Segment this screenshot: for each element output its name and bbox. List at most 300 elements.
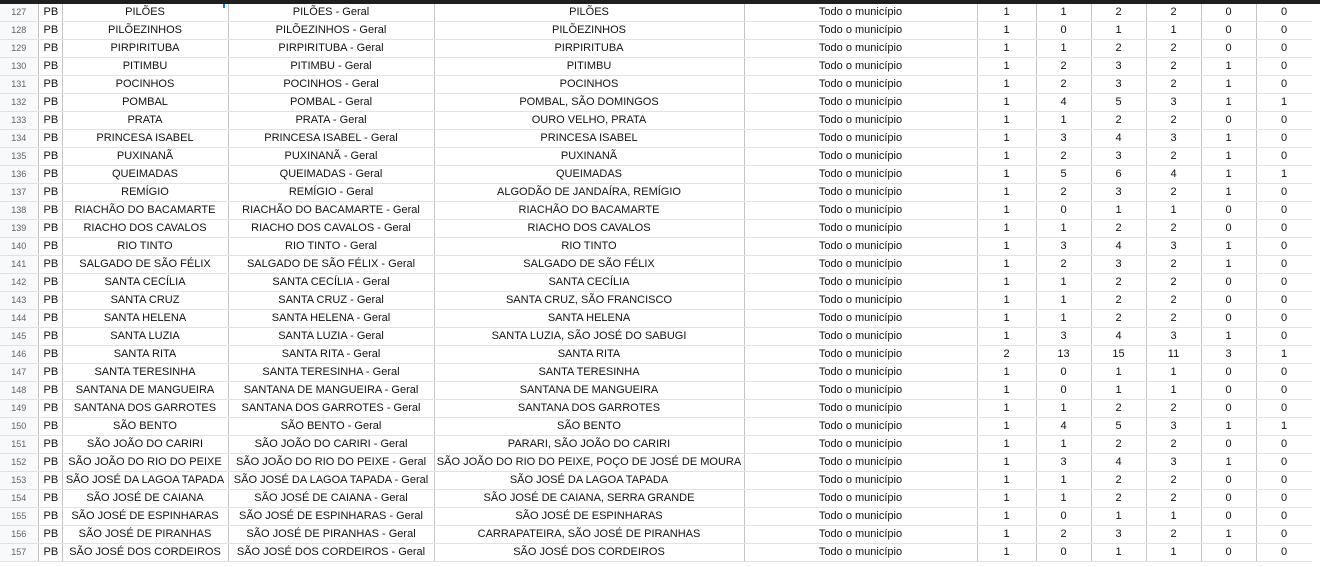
cell-value-3[interactable]: 4 bbox=[1091, 454, 1146, 472]
cell-value-6[interactable]: 0 bbox=[1256, 130, 1312, 148]
cell-geral[interactable]: RIACHO DOS CAVALOS - Geral bbox=[228, 220, 434, 238]
cell-value-4[interactable]: 3 bbox=[1146, 328, 1201, 346]
cell-value-1[interactable]: 1 bbox=[977, 112, 1036, 130]
cell-value-2[interactable]: 0 bbox=[1036, 382, 1091, 400]
cell-abrangencia[interactable]: Todo o município bbox=[744, 436, 977, 454]
cell-geral[interactable]: PILÕEZINHOS - Geral bbox=[228, 22, 434, 40]
cell-value-1[interactable]: 1 bbox=[977, 454, 1036, 472]
cell-value-4[interactable]: 2 bbox=[1146, 436, 1201, 454]
row-header[interactable]: 140 bbox=[0, 238, 38, 256]
cell-value-3[interactable]: 2 bbox=[1091, 400, 1146, 418]
cell-value-6[interactable]: 0 bbox=[1256, 256, 1312, 274]
cell-value-1[interactable]: 1 bbox=[977, 256, 1036, 274]
cell-value-1[interactable]: 1 bbox=[977, 4, 1036, 22]
cell-value-6[interactable]: 0 bbox=[1256, 544, 1312, 562]
cell-municipio[interactable]: PILÕEZINHOS bbox=[62, 22, 228, 40]
cell-value-6[interactable]: 0 bbox=[1256, 220, 1312, 238]
cell-municipio[interactable]: SANTANA DOS GARROTES bbox=[62, 400, 228, 418]
cell-value-3[interactable]: 2 bbox=[1091, 274, 1146, 292]
row-header[interactable]: 137 bbox=[0, 184, 38, 202]
cell-municipio[interactable]: RIO TINTO bbox=[62, 238, 228, 256]
cell-uf[interactable]: PB bbox=[38, 4, 62, 22]
cell-value-4[interactable]: 1 bbox=[1146, 382, 1201, 400]
cell-uf[interactable]: PB bbox=[38, 40, 62, 58]
cell-value-2[interactable]: 3 bbox=[1036, 238, 1091, 256]
cell-value-1[interactable]: 1 bbox=[977, 328, 1036, 346]
cell-municipio[interactable]: SANTA CECÍLIA bbox=[62, 274, 228, 292]
cell-value-6[interactable]: 0 bbox=[1256, 238, 1312, 256]
cell-abrangencia[interactable]: Todo o município bbox=[744, 40, 977, 58]
cell-abrangencia[interactable]: Todo o município bbox=[744, 22, 977, 40]
cell-comarcas[interactable]: RIACHO DOS CAVALOS bbox=[434, 220, 744, 238]
cell-uf[interactable]: PB bbox=[38, 22, 62, 40]
cell-value-3[interactable]: 1 bbox=[1091, 202, 1146, 220]
cell-comarcas[interactable]: SANTANA DOS GARROTES bbox=[434, 400, 744, 418]
row-header[interactable]: 136 bbox=[0, 166, 38, 184]
cell-value-5[interactable]: 3 bbox=[1201, 346, 1256, 364]
cell-value-3[interactable]: 5 bbox=[1091, 418, 1146, 436]
cell-value-5[interactable]: 0 bbox=[1201, 490, 1256, 508]
cell-value-4[interactable]: 3 bbox=[1146, 238, 1201, 256]
cell-value-2[interactable]: 1 bbox=[1036, 436, 1091, 454]
cell-geral[interactable]: SÃO JOSÉ DOS CORDEIROS - Geral bbox=[228, 544, 434, 562]
cell-uf[interactable]: PB bbox=[38, 472, 62, 490]
cell-uf[interactable]: PB bbox=[38, 202, 62, 220]
cell-municipio[interactable]: REMÍGIO bbox=[62, 184, 228, 202]
cell-value-3[interactable]: 15 bbox=[1091, 346, 1146, 364]
row-header[interactable]: 150 bbox=[0, 418, 38, 436]
cell-value-2[interactable]: 2 bbox=[1036, 526, 1091, 544]
cell-abrangencia[interactable]: Todo o município bbox=[744, 58, 977, 76]
cell-value-3[interactable]: 2 bbox=[1091, 292, 1146, 310]
cell-value-6[interactable]: 0 bbox=[1256, 490, 1312, 508]
cell-comarcas[interactable]: SÃO BENTO bbox=[434, 418, 744, 436]
cell-value-1[interactable]: 1 bbox=[977, 184, 1036, 202]
cell-value-3[interactable]: 2 bbox=[1091, 4, 1146, 22]
cell-value-2[interactable]: 3 bbox=[1036, 328, 1091, 346]
cell-value-5[interactable]: 1 bbox=[1201, 148, 1256, 166]
cell-comarcas[interactable]: PARARI, SÃO JOÃO DO CARIRI bbox=[434, 436, 744, 454]
cell-value-2[interactable]: 1 bbox=[1036, 112, 1091, 130]
cell-comarcas[interactable]: POCINHOS bbox=[434, 76, 744, 94]
cell-value-3[interactable]: 1 bbox=[1091, 22, 1146, 40]
row-header[interactable]: 145 bbox=[0, 328, 38, 346]
cell-abrangencia[interactable]: Todo o município bbox=[744, 508, 977, 526]
cell-value-3[interactable]: 2 bbox=[1091, 310, 1146, 328]
cell-value-2[interactable]: 1 bbox=[1036, 4, 1091, 22]
cell-value-6[interactable]: 0 bbox=[1256, 328, 1312, 346]
cell-municipio[interactable]: PRINCESA ISABEL bbox=[62, 130, 228, 148]
row-header[interactable]: 130 bbox=[0, 58, 38, 76]
cell-comarcas[interactable]: POMBAL, SÃO DOMINGOS bbox=[434, 94, 744, 112]
cell-value-2[interactable]: 1 bbox=[1036, 400, 1091, 418]
cell-uf[interactable]: PB bbox=[38, 526, 62, 544]
cell-value-4[interactable]: 2 bbox=[1146, 292, 1201, 310]
cell-municipio[interactable]: RIACHO DOS CAVALOS bbox=[62, 220, 228, 238]
cell-abrangencia[interactable]: Todo o município bbox=[744, 454, 977, 472]
cell-abrangencia[interactable]: Todo o município bbox=[744, 184, 977, 202]
cell-municipio[interactable]: SALGADO DE SÃO FÉLIX bbox=[62, 256, 228, 274]
cell-uf[interactable]: PB bbox=[38, 418, 62, 436]
cell-municipio[interactable]: PILÕES bbox=[62, 4, 228, 22]
cell-value-5[interactable]: 0 bbox=[1201, 22, 1256, 40]
row-header[interactable]: 143 bbox=[0, 292, 38, 310]
row-header[interactable]: 157 bbox=[0, 544, 38, 562]
cell-value-3[interactable]: 4 bbox=[1091, 130, 1146, 148]
cell-value-2[interactable]: 0 bbox=[1036, 364, 1091, 382]
cell-value-1[interactable]: 1 bbox=[977, 472, 1036, 490]
cell-value-5[interactable]: 0 bbox=[1201, 202, 1256, 220]
cell-uf[interactable]: PB bbox=[38, 130, 62, 148]
row-header[interactable]: 149 bbox=[0, 400, 38, 418]
cell-municipio[interactable]: SÃO JOÃO DO CARIRI bbox=[62, 436, 228, 454]
cell-value-5[interactable]: 0 bbox=[1201, 40, 1256, 58]
cell-value-4[interactable]: 2 bbox=[1146, 148, 1201, 166]
cell-comarcas[interactable]: SANTA RITA bbox=[434, 346, 744, 364]
cell-geral[interactable]: SANTANA DOS GARROTES - Geral bbox=[228, 400, 434, 418]
cell-value-2[interactable]: 2 bbox=[1036, 148, 1091, 166]
cell-value-4[interactable]: 2 bbox=[1146, 526, 1201, 544]
cell-municipio[interactable]: RIACHÃO DO BACAMARTE bbox=[62, 202, 228, 220]
cell-uf[interactable]: PB bbox=[38, 364, 62, 382]
cell-value-5[interactable]: 1 bbox=[1201, 130, 1256, 148]
cell-municipio[interactable]: POCINHOS bbox=[62, 76, 228, 94]
cell-value-3[interactable]: 5 bbox=[1091, 94, 1146, 112]
cell-uf[interactable]: PB bbox=[38, 112, 62, 130]
cell-uf[interactable]: PB bbox=[38, 220, 62, 238]
row-header[interactable]: 148 bbox=[0, 382, 38, 400]
row-header[interactable]: 151 bbox=[0, 436, 38, 454]
cell-value-1[interactable]: 1 bbox=[977, 202, 1036, 220]
cell-municipio[interactable]: SANTA RITA bbox=[62, 346, 228, 364]
cell-geral[interactable]: SÃO JOSÉ DA LAGOA TAPADA - Geral bbox=[228, 472, 434, 490]
cell-value-6[interactable]: 1 bbox=[1256, 418, 1312, 436]
cell-value-1[interactable]: 1 bbox=[977, 292, 1036, 310]
cell-value-4[interactable]: 1 bbox=[1146, 22, 1201, 40]
cell-comarcas[interactable]: PRINCESA ISABEL bbox=[434, 130, 744, 148]
cell-municipio[interactable]: SANTA LUZIA bbox=[62, 328, 228, 346]
cell-geral[interactable]: PRINCESA ISABEL - Geral bbox=[228, 130, 434, 148]
cell-value-5[interactable]: 0 bbox=[1201, 310, 1256, 328]
cell-value-4[interactable]: 1 bbox=[1146, 508, 1201, 526]
cell-geral[interactable]: SANTA CECÍLIA - Geral bbox=[228, 274, 434, 292]
cell-value-6[interactable]: 0 bbox=[1256, 22, 1312, 40]
cell-geral[interactable]: SÃO JOSÉ DE PIRANHAS - Geral bbox=[228, 526, 434, 544]
cell-value-6[interactable]: 0 bbox=[1256, 382, 1312, 400]
cell-value-6[interactable]: 0 bbox=[1256, 184, 1312, 202]
cell-value-5[interactable]: 1 bbox=[1201, 94, 1256, 112]
cell-geral[interactable]: SÃO JOÃO DO RIO DO PEIXE - Geral bbox=[228, 454, 434, 472]
cell-municipio[interactable]: PRATA bbox=[62, 112, 228, 130]
cell-abrangencia[interactable]: Todo o município bbox=[744, 364, 977, 382]
cell-abrangencia[interactable]: Todo o município bbox=[744, 544, 977, 562]
cell-value-1[interactable]: 1 bbox=[977, 400, 1036, 418]
cell-value-5[interactable]: 0 bbox=[1201, 382, 1256, 400]
cell-value-4[interactable]: 2 bbox=[1146, 76, 1201, 94]
cell-municipio[interactable]: QUEIMADAS bbox=[62, 166, 228, 184]
cell-comarcas[interactable]: OURO VELHO, PRATA bbox=[434, 112, 744, 130]
cell-value-2[interactable]: 1 bbox=[1036, 472, 1091, 490]
cell-value-4[interactable]: 1 bbox=[1146, 364, 1201, 382]
cell-comarcas[interactable]: RIACHÃO DO BACAMARTE bbox=[434, 202, 744, 220]
cell-geral[interactable]: SÃO BENTO - Geral bbox=[228, 418, 434, 436]
cell-value-4[interactable]: 2 bbox=[1146, 112, 1201, 130]
row-header[interactable]: 152 bbox=[0, 454, 38, 472]
cell-value-6[interactable]: 0 bbox=[1256, 526, 1312, 544]
cell-value-6[interactable]: 0 bbox=[1256, 472, 1312, 490]
cell-value-4[interactable]: 11 bbox=[1146, 346, 1201, 364]
row-header[interactable]: 154 bbox=[0, 490, 38, 508]
cell-value-4[interactable]: 3 bbox=[1146, 94, 1201, 112]
cell-value-1[interactable]: 1 bbox=[977, 490, 1036, 508]
cell-geral[interactable]: SÃO JOÃO DO CARIRI - Geral bbox=[228, 436, 434, 454]
cell-comarcas[interactable]: SANTA LUZIA, SÃO JOSÉ DO SABUGI bbox=[434, 328, 744, 346]
cell-value-2[interactable]: 2 bbox=[1036, 184, 1091, 202]
cell-value-2[interactable]: 0 bbox=[1036, 508, 1091, 526]
cell-geral[interactable]: PITIMBU - Geral bbox=[228, 58, 434, 76]
cell-geral[interactable]: PIRPIRITUBA - Geral bbox=[228, 40, 434, 58]
cell-comarcas[interactable]: PILÕEZINHOS bbox=[434, 22, 744, 40]
cell-value-1[interactable]: 1 bbox=[977, 22, 1036, 40]
cell-value-3[interactable]: 4 bbox=[1091, 238, 1146, 256]
cell-uf[interactable]: PB bbox=[38, 292, 62, 310]
cell-comarcas[interactable]: SANTANA DE MANGUEIRA bbox=[434, 382, 744, 400]
cell-value-2[interactable]: 0 bbox=[1036, 22, 1091, 40]
cell-value-6[interactable]: 1 bbox=[1256, 346, 1312, 364]
cell-value-4[interactable]: 2 bbox=[1146, 4, 1201, 22]
cell-geral[interactable]: RIO TINTO - Geral bbox=[228, 238, 434, 256]
cell-value-3[interactable]: 3 bbox=[1091, 148, 1146, 166]
cell-value-3[interactable]: 1 bbox=[1091, 508, 1146, 526]
cell-comarcas[interactable]: SALGADO DE SÃO FÉLIX bbox=[434, 256, 744, 274]
cell-value-2[interactable]: 2 bbox=[1036, 58, 1091, 76]
cell-value-4[interactable]: 1 bbox=[1146, 544, 1201, 562]
row-header[interactable]: 138 bbox=[0, 202, 38, 220]
row-header[interactable]: 141 bbox=[0, 256, 38, 274]
cell-municipio[interactable]: SÃO BENTO bbox=[62, 418, 228, 436]
cell-value-2[interactable]: 2 bbox=[1036, 256, 1091, 274]
row-header[interactable]: 128 bbox=[0, 22, 38, 40]
cell-value-5[interactable]: 1 bbox=[1201, 256, 1256, 274]
cell-comarcas[interactable]: SÃO JOSÉ DOS CORDEIROS bbox=[434, 544, 744, 562]
cell-value-3[interactable]: 2 bbox=[1091, 436, 1146, 454]
cell-geral[interactable]: POMBAL - Geral bbox=[228, 94, 434, 112]
cell-uf[interactable]: PB bbox=[38, 490, 62, 508]
cell-value-1[interactable]: 1 bbox=[977, 58, 1036, 76]
cell-value-5[interactable]: 1 bbox=[1201, 76, 1256, 94]
row-header[interactable]: 146 bbox=[0, 346, 38, 364]
cell-geral[interactable]: SANTA RITA - Geral bbox=[228, 346, 434, 364]
cell-abrangencia[interactable]: Todo o município bbox=[744, 76, 977, 94]
cell-municipio[interactable]: SÃO JOÃO DO RIO DO PEIXE bbox=[62, 454, 228, 472]
cell-geral[interactable]: SANTANA DE MANGUEIRA - Geral bbox=[228, 382, 434, 400]
cell-abrangencia[interactable]: Todo o município bbox=[744, 4, 977, 22]
cell-geral[interactable]: SANTA CRUZ - Geral bbox=[228, 292, 434, 310]
cell-value-4[interactable]: 2 bbox=[1146, 310, 1201, 328]
cell-comarcas[interactable]: SÃO JOSÉ DE ESPINHARAS bbox=[434, 508, 744, 526]
cell-value-2[interactable]: 1 bbox=[1036, 292, 1091, 310]
cell-value-5[interactable]: 1 bbox=[1201, 526, 1256, 544]
cell-value-2[interactable]: 2 bbox=[1036, 76, 1091, 94]
cell-comarcas[interactable]: PILÕES bbox=[434, 4, 744, 22]
cell-value-6[interactable]: 0 bbox=[1256, 436, 1312, 454]
cell-uf[interactable]: PB bbox=[38, 310, 62, 328]
cell-uf[interactable]: PB bbox=[38, 148, 62, 166]
cell-value-6[interactable]: 0 bbox=[1256, 202, 1312, 220]
row-header[interactable]: 139 bbox=[0, 220, 38, 238]
cell-abrangencia[interactable]: Todo o município bbox=[744, 328, 977, 346]
cell-value-4[interactable]: 2 bbox=[1146, 400, 1201, 418]
cell-value-3[interactable]: 1 bbox=[1091, 364, 1146, 382]
cell-abrangencia[interactable]: Todo o município bbox=[744, 166, 977, 184]
cell-value-4[interactable]: 2 bbox=[1146, 274, 1201, 292]
cell-value-1[interactable]: 1 bbox=[977, 436, 1036, 454]
cell-uf[interactable]: PB bbox=[38, 274, 62, 292]
cell-comarcas[interactable]: CARRAPATEIRA, SÃO JOSÉ DE PIRANHAS bbox=[434, 526, 744, 544]
cell-value-2[interactable]: 3 bbox=[1036, 130, 1091, 148]
cell-geral[interactable]: SANTA TERESINHA - Geral bbox=[228, 364, 434, 382]
cell-comarcas[interactable]: QUEIMADAS bbox=[434, 166, 744, 184]
cell-value-5[interactable]: 0 bbox=[1201, 112, 1256, 130]
cell-uf[interactable]: PB bbox=[38, 94, 62, 112]
cell-value-1[interactable]: 1 bbox=[977, 364, 1036, 382]
cell-value-3[interactable]: 3 bbox=[1091, 256, 1146, 274]
cell-geral[interactable]: SALGADO DE SÃO FÉLIX - Geral bbox=[228, 256, 434, 274]
cell-value-5[interactable]: 0 bbox=[1201, 274, 1256, 292]
cell-value-6[interactable]: 0 bbox=[1256, 112, 1312, 130]
cell-abrangencia[interactable]: Todo o município bbox=[744, 472, 977, 490]
cell-value-6[interactable]: 0 bbox=[1256, 310, 1312, 328]
cell-value-3[interactable]: 3 bbox=[1091, 58, 1146, 76]
cell-value-1[interactable]: 1 bbox=[977, 76, 1036, 94]
cell-value-5[interactable]: 0 bbox=[1201, 400, 1256, 418]
cell-value-6[interactable]: 0 bbox=[1256, 76, 1312, 94]
cell-value-5[interactable]: 0 bbox=[1201, 544, 1256, 562]
row-header[interactable]: 132 bbox=[0, 94, 38, 112]
cell-municipio[interactable]: SANTA HELENA bbox=[62, 310, 228, 328]
cell-value-3[interactable]: 2 bbox=[1091, 220, 1146, 238]
cell-value-6[interactable]: 0 bbox=[1256, 364, 1312, 382]
cell-municipio[interactable]: POMBAL bbox=[62, 94, 228, 112]
cell-value-3[interactable]: 3 bbox=[1091, 526, 1146, 544]
cell-value-6[interactable]: 1 bbox=[1256, 166, 1312, 184]
cell-value-6[interactable]: 0 bbox=[1256, 454, 1312, 472]
cell-value-3[interactable]: 3 bbox=[1091, 76, 1146, 94]
cell-abrangencia[interactable]: Todo o município bbox=[744, 400, 977, 418]
cell-value-2[interactable]: 1 bbox=[1036, 310, 1091, 328]
cell-value-4[interactable]: 2 bbox=[1146, 40, 1201, 58]
row-header[interactable]: 129 bbox=[0, 40, 38, 58]
cell-value-6[interactable]: 0 bbox=[1256, 40, 1312, 58]
cell-value-5[interactable]: 0 bbox=[1201, 436, 1256, 454]
cell-value-6[interactable]: 0 bbox=[1256, 400, 1312, 418]
cell-uf[interactable]: PB bbox=[38, 382, 62, 400]
cell-value-3[interactable]: 2 bbox=[1091, 490, 1146, 508]
cell-value-1[interactable]: 1 bbox=[977, 310, 1036, 328]
cell-comarcas[interactable]: SANTA CRUZ, SÃO FRANCISCO bbox=[434, 292, 744, 310]
cell-value-5[interactable]: 0 bbox=[1201, 292, 1256, 310]
row-header[interactable]: 144 bbox=[0, 310, 38, 328]
cell-value-1[interactable]: 2 bbox=[977, 346, 1036, 364]
cell-abrangencia[interactable]: Todo o município bbox=[744, 202, 977, 220]
cell-value-6[interactable]: 0 bbox=[1256, 148, 1312, 166]
cell-value-1[interactable]: 1 bbox=[977, 382, 1036, 400]
cell-value-5[interactable]: 0 bbox=[1201, 472, 1256, 490]
cell-uf[interactable]: PB bbox=[38, 436, 62, 454]
cell-value-4[interactable]: 2 bbox=[1146, 184, 1201, 202]
cell-municipio[interactable]: PUXINANÃ bbox=[62, 148, 228, 166]
cell-value-5[interactable]: 0 bbox=[1201, 220, 1256, 238]
row-header[interactable]: 134 bbox=[0, 130, 38, 148]
cell-uf[interactable]: PB bbox=[38, 454, 62, 472]
cell-value-1[interactable]: 1 bbox=[977, 274, 1036, 292]
cell-value-5[interactable]: 1 bbox=[1201, 166, 1256, 184]
cell-abrangencia[interactable]: Todo o município bbox=[744, 292, 977, 310]
cell-value-3[interactable]: 4 bbox=[1091, 328, 1146, 346]
row-header[interactable]: 153 bbox=[0, 472, 38, 490]
cell-value-5[interactable]: 0 bbox=[1201, 4, 1256, 22]
cell-abrangencia[interactable]: Todo o município bbox=[744, 220, 977, 238]
cell-value-1[interactable]: 1 bbox=[977, 40, 1036, 58]
cell-value-4[interactable]: 4 bbox=[1146, 166, 1201, 184]
cell-value-3[interactable]: 2 bbox=[1091, 112, 1146, 130]
cell-abrangencia[interactable]: Todo o município bbox=[744, 346, 977, 364]
row-header[interactable]: 147 bbox=[0, 364, 38, 382]
cell-value-4[interactable]: 2 bbox=[1146, 472, 1201, 490]
cell-value-4[interactable]: 3 bbox=[1146, 418, 1201, 436]
cell-value-2[interactable]: 1 bbox=[1036, 40, 1091, 58]
cell-uf[interactable]: PB bbox=[38, 508, 62, 526]
cell-value-2[interactable]: 5 bbox=[1036, 166, 1091, 184]
cell-abrangencia[interactable]: Todo o município bbox=[744, 256, 977, 274]
cell-value-4[interactable]: 2 bbox=[1146, 220, 1201, 238]
cell-value-5[interactable]: 0 bbox=[1201, 364, 1256, 382]
cell-value-2[interactable]: 4 bbox=[1036, 418, 1091, 436]
cell-value-6[interactable]: 0 bbox=[1256, 508, 1312, 526]
cell-geral[interactable]: REMÍGIO - Geral bbox=[228, 184, 434, 202]
cell-comarcas[interactable]: SÃO JOSÉ DE CAIANA, SERRA GRANDE bbox=[434, 490, 744, 508]
cell-uf[interactable]: PB bbox=[38, 76, 62, 94]
cell-abrangencia[interactable]: Todo o município bbox=[744, 130, 977, 148]
row-header[interactable]: 131 bbox=[0, 76, 38, 94]
cell-value-1[interactable]: 1 bbox=[977, 508, 1036, 526]
cell-geral[interactable]: PILÕES - Geral bbox=[228, 4, 434, 22]
cell-municipio[interactable]: SÃO JOSÉ DE CAIANA bbox=[62, 490, 228, 508]
cell-value-2[interactable]: 1 bbox=[1036, 490, 1091, 508]
cell-comarcas[interactable]: SÃO JOÃO DO RIO DO PEIXE, POÇO DE JOSÉ DE MOURA bbox=[434, 454, 744, 472]
cell-value-4[interactable]: 2 bbox=[1146, 256, 1201, 274]
cell-geral[interactable]: SANTA HELENA - Geral bbox=[228, 310, 434, 328]
cell-value-1[interactable]: 1 bbox=[977, 148, 1036, 166]
cell-geral[interactable]: SANTA LUZIA - Geral bbox=[228, 328, 434, 346]
cell-comarcas[interactable]: PIRPIRITUBA bbox=[434, 40, 744, 58]
cell-uf[interactable]: PB bbox=[38, 58, 62, 76]
cell-abrangencia[interactable]: Todo o município bbox=[744, 418, 977, 436]
cell-value-2[interactable]: 0 bbox=[1036, 544, 1091, 562]
cell-value-2[interactable]: 0 bbox=[1036, 202, 1091, 220]
cell-value-1[interactable]: 1 bbox=[977, 526, 1036, 544]
cell-value-4[interactable]: 3 bbox=[1146, 454, 1201, 472]
cell-uf[interactable]: PB bbox=[38, 166, 62, 184]
cell-value-2[interactable]: 1 bbox=[1036, 274, 1091, 292]
cell-value-1[interactable]: 1 bbox=[977, 238, 1036, 256]
cell-value-3[interactable]: 1 bbox=[1091, 544, 1146, 562]
cell-value-2[interactable]: 4 bbox=[1036, 94, 1091, 112]
cell-municipio[interactable]: SANTANA DE MANGUEIRA bbox=[62, 382, 228, 400]
cell-abrangencia[interactable]: Todo o município bbox=[744, 94, 977, 112]
cell-abrangencia[interactable]: Todo o município bbox=[744, 310, 977, 328]
cell-comarcas[interactable]: PUXINANÃ bbox=[434, 148, 744, 166]
